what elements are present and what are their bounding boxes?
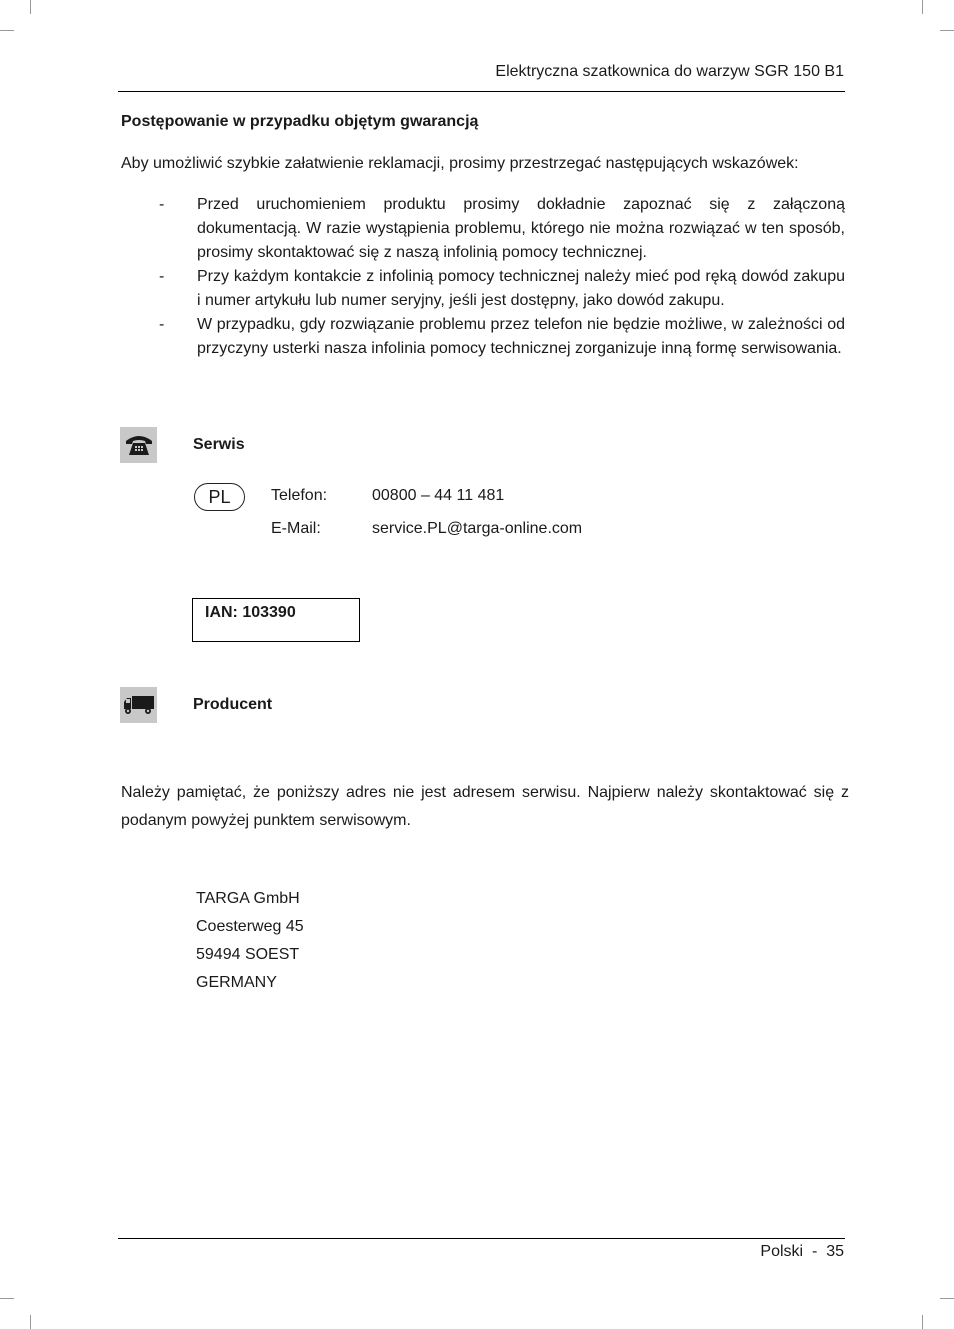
ian-number: IAN: 103390 — [205, 604, 296, 621]
crop-mark — [0, 30, 14, 31]
email-label: E-Mail: — [271, 520, 321, 537]
producer-note: Należy pamiętać, że poniższy adres nie jest adresem serwisu. Najpierw należy skontaktować się z podanym powyżej punktem serwisowym. — [121, 784, 849, 829]
phone-label: Telefon: — [271, 487, 328, 504]
list-item — [120, 193, 845, 265]
service-heading: Serwis — [193, 436, 245, 453]
crop-mark — [922, 0, 923, 14]
warranty-instructions-list — [120, 193, 845, 361]
address-line: GERMANY — [196, 974, 277, 991]
header-rule — [118, 91, 845, 92]
bullet-dash: - — [159, 316, 165, 333]
list-item — [120, 265, 845, 313]
country-badge: PL — [194, 483, 245, 511]
bullet-dash: - — [159, 196, 165, 213]
producer-heading: Producent — [193, 696, 273, 713]
list-item — [120, 313, 845, 361]
address-line: TARGA GmbH — [196, 890, 300, 907]
list-item-text: Przed uruchomieniem produktu prosimy dokładnie zapoznać się z załączoną dokumentacją. W razie wystąpienia problemu, którego nie można rozwiązać w ten sposób, prosimy skontaktować się z naszą infolinią pomocy technicznej. — [197, 196, 845, 261]
footer-rule — [118, 1238, 845, 1239]
crop-mark — [0, 1298, 14, 1299]
email-address[interactable]: service.PL@targa-online.com — [372, 520, 583, 537]
crop-mark — [30, 1315, 31, 1329]
list-item-text: Przy każdym kontakcie z infolinią pomocy technicznej należy mieć pod ręką dowód zakupu i numer artykułu lub numer seryjny, jeśli jest dostępny, jako dowód zakupu. — [197, 268, 845, 309]
warranty-heading: Postępowanie w przypadku objętym gwarancją — [121, 113, 479, 130]
bullet-dash: - — [159, 268, 165, 285]
address-line: Coesterweg 45 — [196, 918, 304, 935]
running-header-title: Elektryczna szatkownica do warzyw SGR 150 B1 — [495, 63, 844, 80]
warranty-intro: Aby umożliwić szybkie załatwienie reklamacji, prosimy przestrzegać następujących wskazówek: — [121, 155, 799, 172]
crop-mark — [922, 1315, 923, 1329]
telephone-icon — [120, 427, 157, 463]
truck-icon — [120, 687, 157, 723]
ian-box — [192, 598, 360, 642]
crop-mark — [30, 0, 31, 14]
list-item-text: W przypadku, gdy rozwiązanie problemu przez telefon nie będzie możliwe, w zależności od przyczyny usterki nasza infolinia pomocy technicznej zorganizuje inną formę serwisowania. — [197, 316, 845, 357]
page-footer: Polski - 35 — [760, 1243, 844, 1260]
address-line: 59494 SOEST — [196, 946, 300, 963]
crop-mark — [940, 30, 954, 31]
crop-mark — [940, 1298, 954, 1299]
phone-number[interactable]: 00800 – 44 11 481 — [372, 487, 505, 504]
producer-address — [196, 885, 304, 997]
